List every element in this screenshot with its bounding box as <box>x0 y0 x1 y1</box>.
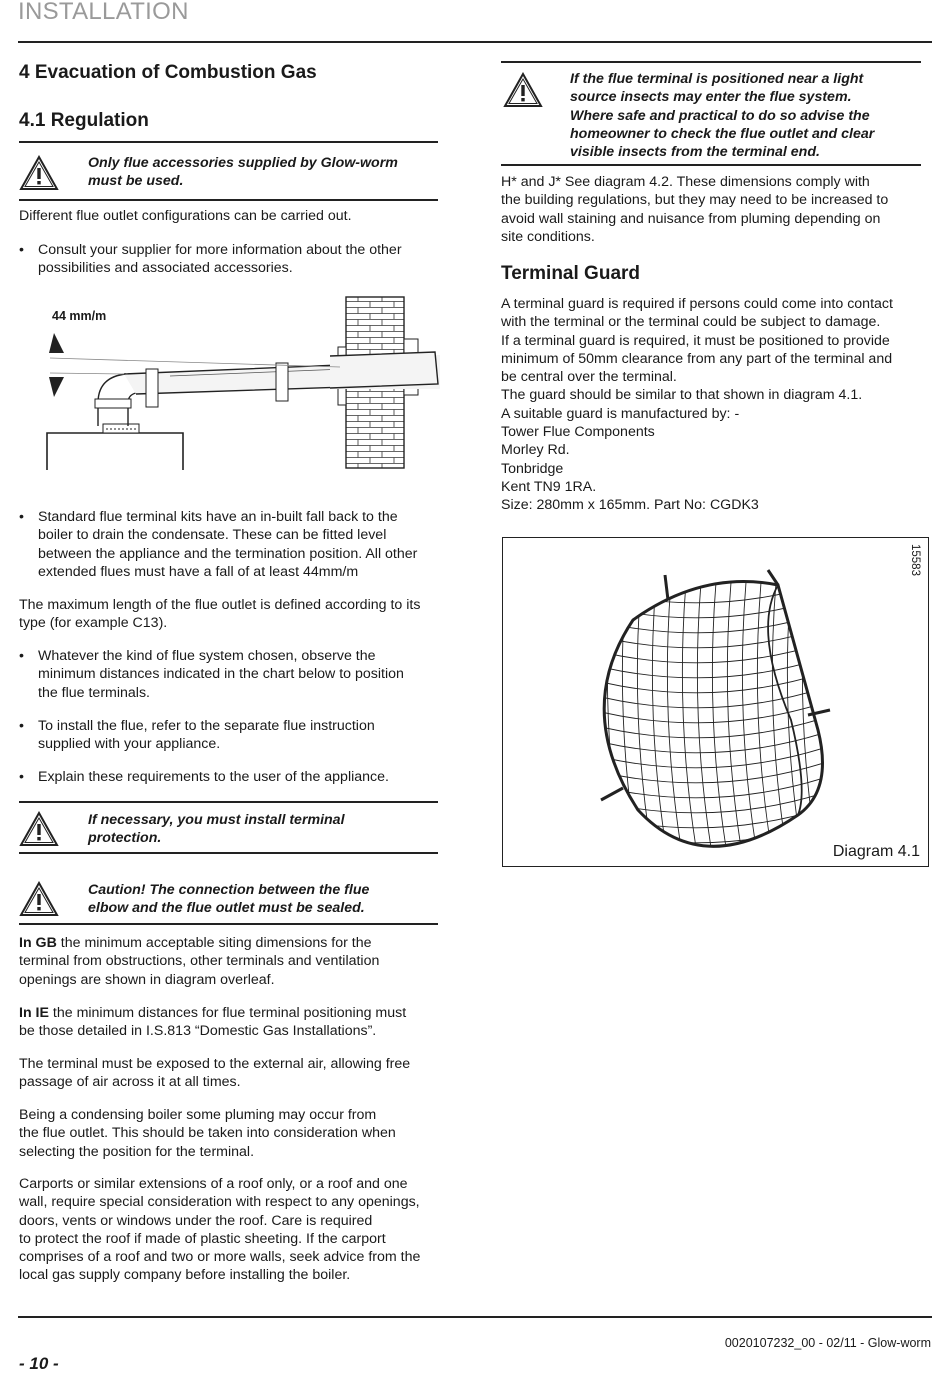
warning-text: If necessary, you must install terminal protection. <box>88 812 345 847</box>
footer-rule <box>18 1316 932 1318</box>
warning-text: If the flue terminal is positioned near a light source insects may enter the flue system. Where safe and practical to do so advise the homeowner to check the flue outlet and clear visible insects from the terminal end. <box>570 71 875 161</box>
header-rule <box>18 41 932 43</box>
warning-rule-top <box>19 141 438 143</box>
bullet-install-flue: • To install the flue, refer to the separate flue instruction supplied with your appliance. <box>19 718 375 753</box>
warning-box-terminal-protection <box>19 811 449 851</box>
paragraph-pluming: Being a condensing boiler some pluming may occur from the flue outlet. This should be taken into consideration when selecting the position for the terminal. <box>19 1107 396 1160</box>
paragraph-external-air: The terminal must be exposed to the external air, allowing free passage of air across it at all times. <box>19 1056 411 1091</box>
paragraph-max-length: The maximum length of the flue outlet is defined according to its type (for example C13). <box>19 597 421 632</box>
warning-rule-bottom <box>19 199 438 201</box>
warning-triangle-icon <box>503 72 543 108</box>
warning-text: Caution! The connection between the flue elbow and the flue outlet must be sealed. <box>88 882 370 917</box>
diagram-caption: Diagram 4.1 <box>832 843 920 860</box>
paragraph-h-j-dimensions: H* and J* See diagram 4.2. These dimensions comply with the building regulations, but they may need to be increased to avoid wall staining and nuisance from pluming depending on site conditions. <box>501 174 889 245</box>
paragraph-in-gb: In GB the minimum acceptable siting dimensions for the terminal from obstructions, other terminals and ventilation openings are shown in diagram overleaf. <box>19 935 380 988</box>
warning-rule-top <box>501 61 921 63</box>
terminal-guard-heading: Terminal Guard <box>501 263 641 284</box>
paragraph-in-ie: In IE the minimum distances for flue terminal positioning must be those detailed in I.S.813 “Domestic Gas Installations”. <box>19 1005 407 1040</box>
subsection-heading: 4.1 Regulation <box>19 110 149 131</box>
terminal-guard-illustration <box>593 560 833 860</box>
bullet-explain-requirements: • Explain these requirements to the user of the appliance. <box>19 769 389 785</box>
footer-document-code: 0020107232_00 - 02/11 - Glow-worm <box>724 1336 931 1350</box>
warning-box-flue-accessories <box>19 154 449 196</box>
header-title: INSTALLATION <box>18 0 189 25</box>
warning-rule-bottom <box>19 923 438 925</box>
warning-box-sealed-connection <box>19 881 449 921</box>
warning-triangle-icon <box>19 881 59 917</box>
paragraph-terminal-guard: A terminal guard is required if persons could come into contact with the terminal or the terminal could be subject to damage. If a terminal guard is required, it must be positioned to provide minimum of 50mm clearance from any part of the terminal and be central over the terminal. The guard should be similar to that shown in diagram 4.1. A suitable guard is manufactured by: - Tower Flue Components Morley Rd. Tonbridge Kent TN9 1RA. Size: 280mm x 165mm. Part No: CGDK3 <box>501 296 893 514</box>
warning-rule-top <box>19 801 438 803</box>
warning-box-insects <box>501 70 941 162</box>
section-heading: 4 Evacuation of Combustion Gas <box>19 62 317 83</box>
footer-page-number: - 10 - <box>19 1354 59 1373</box>
bullet-standard-terminal-kits: • Standard flue terminal kits have an in-built fall back to the boiler to drain the condensate. These can be fitted level between the appliance and the termination position. All other extended flues must have a fall of at least 44mm/m <box>19 509 418 580</box>
slope-label: 44 mm/m <box>52 309 107 323</box>
bullet-minimum-distances: • Whatever the kind of flue system chosen, observe the minimum distances indicated in the chart below to position the flue terminals. <box>19 648 404 701</box>
warning-rule-bottom <box>501 164 921 166</box>
warning-text: Only flue accessories supplied by Glow-worm must be used. <box>88 155 398 190</box>
diagram-4-1-frame <box>502 537 929 867</box>
bullet-consult-supplier: • Consult your supplier for more information about the other possibilities and associated accessories. <box>19 242 402 277</box>
warning-triangle-icon <box>19 155 59 191</box>
paragraph-carports: Carports or similar extensions of a roof only, or a roof and one wall, require special consideration with respect to any openings, doors, vents or windows under the roof. Care is required to protect the roof if made of plastic sheeting. If the carport comprises of a roof and two or more walls, seek advice from the local gas supply company before installing the boiler. <box>19 1176 421 1284</box>
diagram-reference-number: 15583 <box>909 544 921 576</box>
warning-triangle-icon <box>19 811 59 847</box>
paragraph-flue-configurations: Different flue outlet configurations can be carried out. <box>19 208 352 224</box>
warning-rule-bottom <box>19 852 438 854</box>
